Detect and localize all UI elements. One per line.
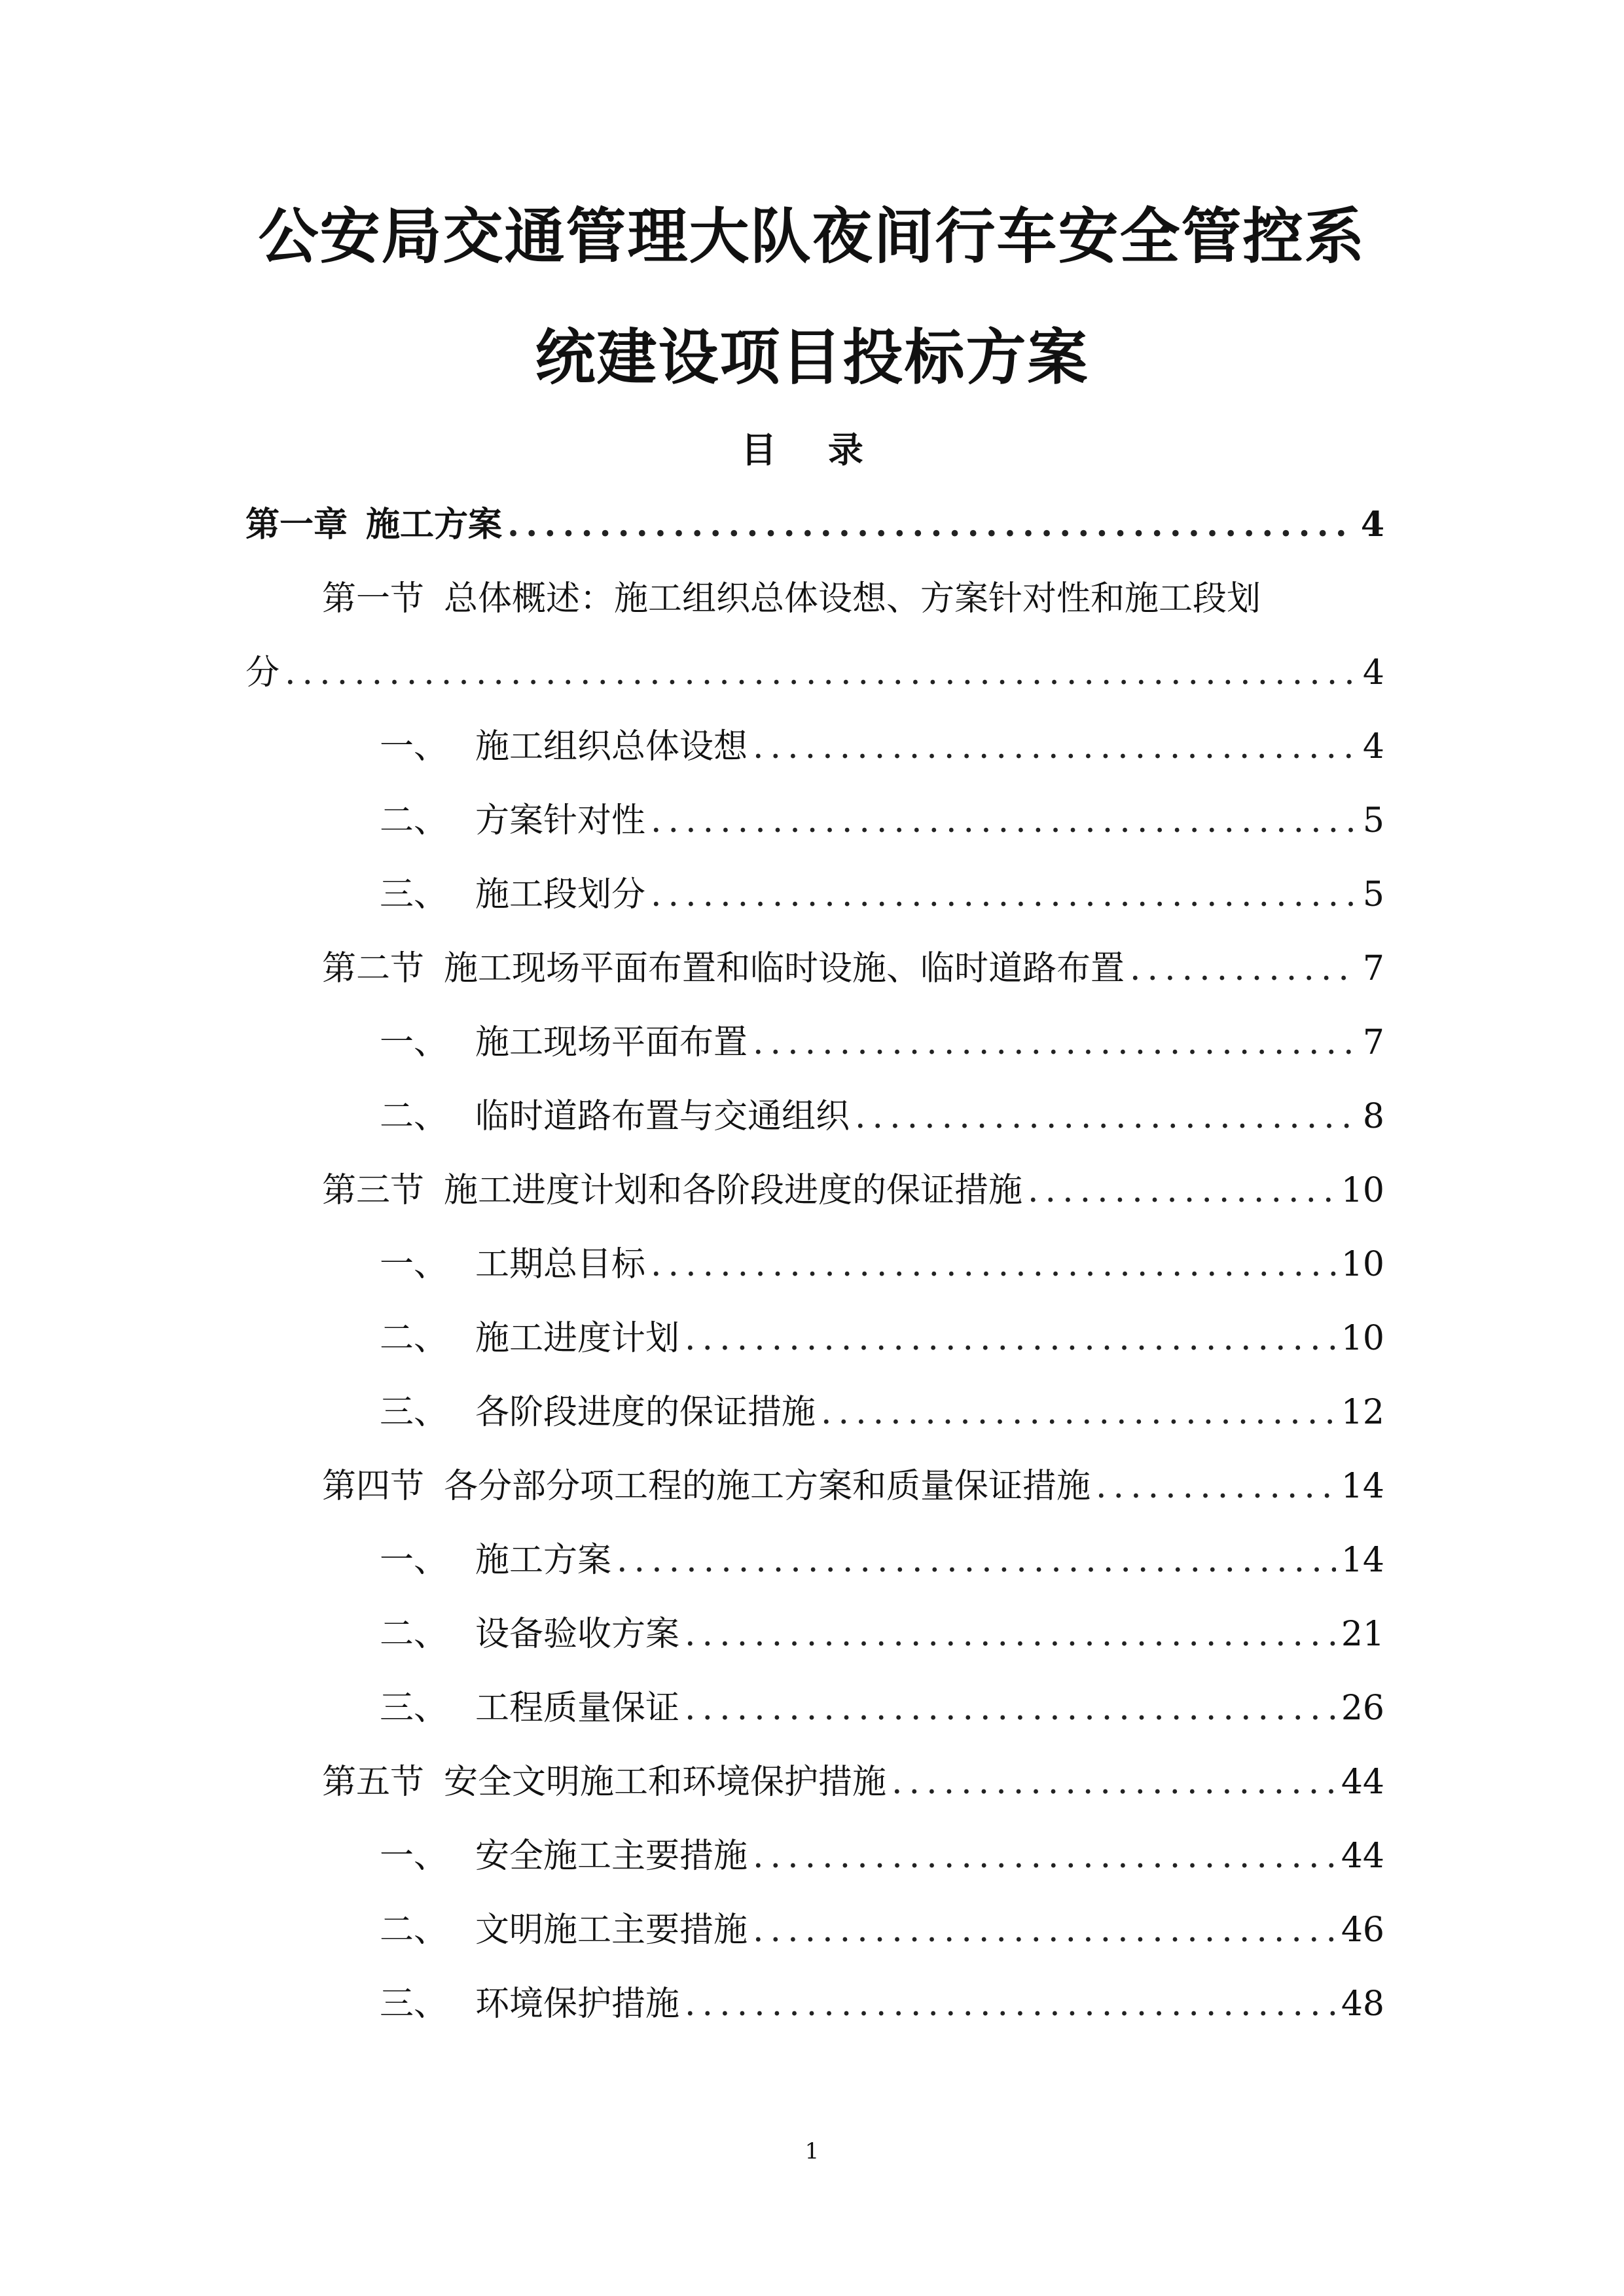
toc-entry-item[interactable] xyxy=(380,1689,1384,1728)
page-number: 1 xyxy=(804,2138,820,2164)
toc-entry-number: 三、 xyxy=(380,875,448,914)
toc-entry-page: 10 xyxy=(1341,1319,1384,1358)
toc-leader-dots xyxy=(685,1319,1336,1358)
toc-entry-item[interactable] xyxy=(380,1541,1384,1580)
toc-entry-item[interactable] xyxy=(380,1023,1384,1062)
toc-heading: 目 录 xyxy=(741,429,883,471)
toc-entry-text: 安全施工主要措施 xyxy=(475,1837,748,1876)
toc-entry-chapter-1[interactable] xyxy=(245,505,1384,545)
toc-leader-dots xyxy=(651,875,1358,914)
toc-entry-number: 二、 xyxy=(380,1097,448,1136)
toc-entry-text: 环境保护措施 xyxy=(475,1984,680,2024)
toc-entry-text: 方案针对性 xyxy=(475,801,646,840)
toc-entry-page: 8 xyxy=(1362,1097,1384,1136)
toc-entry-page: 12 xyxy=(1341,1393,1384,1432)
toc-entry-page: 46 xyxy=(1341,1910,1384,1950)
toc-entry-text: 施工组织总体设想 xyxy=(475,727,748,766)
toc-entry-text: 工程质量保证 xyxy=(475,1689,680,1728)
toc-entry-section-3[interactable] xyxy=(322,1171,1384,1210)
toc-entry-number: 三、 xyxy=(380,1393,448,1432)
toc-entry-section-5[interactable] xyxy=(322,1763,1384,1802)
toc-entry-page: 7 xyxy=(1362,949,1384,988)
toc-leader-dots xyxy=(651,801,1358,840)
toc-entry-text: 临时道路布置与交通组织 xyxy=(475,1097,850,1136)
toc-entry-section-2[interactable] xyxy=(322,949,1384,988)
toc-entry-number: 第四节 xyxy=(322,1467,425,1506)
toc-entry-number: 三、 xyxy=(380,1689,448,1728)
toc-entry-page: 10 xyxy=(1341,1245,1384,1284)
toc-leader-dots xyxy=(753,1837,1336,1876)
toc-leader-dots xyxy=(617,1541,1336,1580)
toc-entry-text: 各阶段进度的保证措施 xyxy=(475,1393,816,1432)
toc-entry-text: 施工现场平面布置 xyxy=(475,1023,748,1062)
toc-entry-page: 10 xyxy=(1341,1171,1384,1210)
toc-entry-section-1-line1[interactable] xyxy=(322,579,1261,619)
toc-leader-dots xyxy=(753,727,1358,766)
toc-entry-number: 第一章 xyxy=(245,505,348,545)
toc-entry-page: 4 xyxy=(1360,505,1384,545)
toc-leader-dots xyxy=(753,1910,1336,1950)
toc-entry-number: 第二节 xyxy=(322,949,425,988)
toc-entry-page: 5 xyxy=(1362,801,1384,840)
toc-entry-text: 设备验收方案 xyxy=(475,1615,680,1654)
toc-entry-item[interactable] xyxy=(380,1984,1384,2024)
toc-entry-text: 施工方案 xyxy=(475,1541,612,1580)
toc-entry-item[interactable] xyxy=(380,1393,1384,1432)
toc-entry-text: 施工现场平面布置和临时设施、临时道路布置 xyxy=(444,949,1125,988)
toc-entry-page: 14 xyxy=(1341,1541,1384,1580)
toc-entry-number: 二、 xyxy=(380,1319,448,1358)
toc-entry-page: 7 xyxy=(1362,1023,1384,1062)
document-title-line1: 公安局交通管理大队夜间行车安全管控系 xyxy=(258,201,1366,272)
toc-entry-page: 14 xyxy=(1341,1467,1384,1506)
toc-entry-item[interactable] xyxy=(380,1837,1384,1876)
toc-entry-page: 5 xyxy=(1362,875,1384,914)
toc-leader-dots xyxy=(1096,1467,1336,1506)
toc-leader-dots xyxy=(1028,1171,1336,1210)
toc-entry-number: 二、 xyxy=(380,1910,448,1950)
toc-entry-text: 施工进度计划 xyxy=(475,1319,680,1358)
toc-leader-dots xyxy=(285,653,1358,692)
toc-entry-page: 21 xyxy=(1341,1615,1384,1654)
toc-entry-text: 文明施工主要措施 xyxy=(475,1910,748,1950)
toc-entry-number: 二、 xyxy=(380,1615,448,1654)
toc-entry-item[interactable] xyxy=(380,1615,1384,1654)
toc-entry-number: 二、 xyxy=(380,801,448,840)
toc-leader-dots xyxy=(1130,949,1358,988)
toc-entry-section-4[interactable] xyxy=(322,1467,1384,1506)
toc-entry-number: 一、 xyxy=(380,727,448,766)
toc-entry-text: 施工方案 xyxy=(366,505,503,545)
toc-entry-page: 4 xyxy=(1362,727,1384,766)
toc-entry-page: 26 xyxy=(1341,1689,1384,1728)
toc-entry-text: 施工进度计划和各阶段进度的保证措施 xyxy=(444,1171,1023,1210)
toc-entry-text: 工期总目标 xyxy=(475,1245,646,1284)
toc-entry-text-continued: 分 xyxy=(245,653,280,692)
toc-entry-number: 第一节 xyxy=(322,579,425,619)
toc-entry-page: 4 xyxy=(1362,653,1384,692)
toc-leader-dots xyxy=(651,1245,1336,1284)
toc-entry-item[interactable] xyxy=(380,1319,1384,1358)
toc-entry-item[interactable] xyxy=(380,1910,1384,1950)
toc-entry-number: 三、 xyxy=(380,1984,448,2024)
toc-leader-dots xyxy=(892,1763,1336,1802)
toc-entry-text: 施工段划分 xyxy=(475,875,646,914)
toc-entry-number: 一、 xyxy=(380,1541,448,1580)
toc-entry-item[interactable] xyxy=(380,727,1384,766)
toc-entry-page: 44 xyxy=(1341,1763,1384,1802)
toc-entry-number: 第五节 xyxy=(322,1763,425,1802)
toc-entry-item[interactable] xyxy=(380,875,1384,914)
toc-entry-text: 总体概述：施工组织总体设想、方案针对性和施工段划 xyxy=(444,579,1261,619)
toc-entry-page: 48 xyxy=(1341,1984,1384,2024)
toc-leader-dots xyxy=(685,1689,1336,1728)
toc-leader-dots xyxy=(821,1393,1336,1432)
toc-entry-section-1-line2[interactable] xyxy=(245,653,1384,692)
toc-entry-text: 安全文明施工和环境保护措施 xyxy=(444,1763,887,1802)
toc-leader-dots xyxy=(685,1984,1336,2024)
toc-leader-dots xyxy=(753,1023,1358,1062)
toc-entry-number: 一、 xyxy=(380,1837,448,1876)
toc-entry-text: 各分部分项工程的施工方案和质量保证措施 xyxy=(444,1467,1091,1506)
toc-entry-number: 一、 xyxy=(380,1023,448,1062)
toc-leader-dots xyxy=(855,1097,1358,1136)
toc-entry-item[interactable] xyxy=(380,1097,1384,1136)
toc-entry-number: 第三节 xyxy=(322,1171,425,1210)
toc-entry-item[interactable] xyxy=(380,1245,1384,1284)
toc-leader-dots xyxy=(685,1615,1336,1654)
document-title-line2: 统建设项目投标方案 xyxy=(535,322,1089,393)
toc-entry-page: 44 xyxy=(1341,1837,1384,1876)
toc-entry-number: 一、 xyxy=(380,1245,448,1284)
toc-leader-dots xyxy=(507,505,1356,545)
toc-entry-item[interactable] xyxy=(380,801,1384,840)
